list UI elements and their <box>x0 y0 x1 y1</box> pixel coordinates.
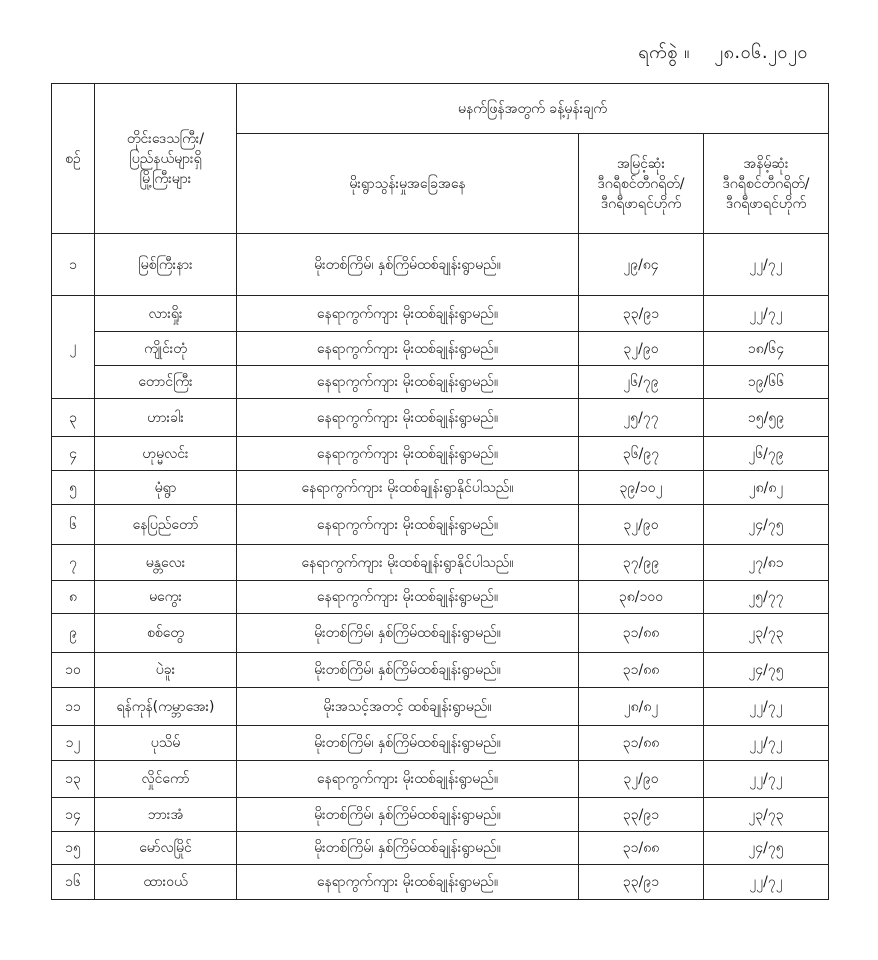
min-temp-cell: ၁၅/၅၉ <box>704 399 829 437</box>
city-cell: ရန်ကုန်(ကမ္ဘာအေး) <box>95 688 237 726</box>
row-number: ၉ <box>52 614 95 653</box>
min-temp-cell: ၂၄/၇၅ <box>704 832 829 865</box>
table-row <box>52 399 829 437</box>
weather-cell: မိုးတစ်ကြိမ်၊ နှစ်ကြိမ်ထစ်ချုန်းရွာမည်။ <box>237 798 579 832</box>
max-temp-cell: ၃၁/၈၈ <box>579 726 704 761</box>
header-max-temp: အမြင့်ဆုံး ဒီဂရီစင်တီဂရိတ်/ ဒီဂရီဖာရင်ဟိုက် <box>579 134 704 234</box>
min-temp-cell: ၂၂/၇၂ <box>704 726 829 761</box>
min-temp-cell: ၂၃/၇၃ <box>704 798 829 832</box>
max-temp-cell: ၂၉/၈၄ <box>579 234 704 296</box>
weather-cell: နေရာကွက်ကျား မိုးထစ်ချုန်းရွာမည်။ <box>237 366 579 399</box>
min-temp-cell: ၂၅/၇၇ <box>704 581 829 614</box>
weather-cell: မိုးတစ်ကြိမ်၊ နှစ်ကြိမ်ထစ်ချုန်းရွာမည်။ <box>237 653 579 688</box>
city-cell: ကျိုင်းတုံ <box>95 332 237 366</box>
city-cell: လှိုင်ကော် <box>95 761 237 798</box>
row-number: ၁၂ <box>52 726 95 761</box>
city-cell: မကွေး <box>95 581 237 614</box>
header-forecast-group: မနက်ဖြန်အတွက် ခန့်မှန်းချက် <box>237 84 829 134</box>
date-label: ရက်စွဲ ။ <box>638 42 690 63</box>
min-temp-cell: ၂၂/၇၂ <box>704 761 829 798</box>
weather-cell: မိုးတစ်ကြိမ်၊ နှစ်ကြိမ်ထစ်ချုန်းရွာမည်။ <box>237 614 579 653</box>
weather-cell: နေရာကွက်ကျား မိုးထစ်ချုန်းရွာမည်။ <box>237 332 579 366</box>
min-temp-cell: ၁၉/၆၆ <box>704 366 829 399</box>
city-cell: ထားဝယ် <box>95 865 237 900</box>
row-number: ၈ <box>52 581 95 614</box>
table-body <box>52 234 829 900</box>
table-row <box>52 296 829 332</box>
max-temp-cell: ၂၅/၇၇ <box>579 399 704 437</box>
max-temp-cell: ၃၃/၉၁ <box>579 865 704 900</box>
max-temp-cell: ၃၇/၉၉ <box>579 545 704 581</box>
weather-cell: နေရာကွက်ကျား မိုးထစ်ချုန်းရွာမည်။ <box>237 761 579 798</box>
row-number: ၁၄ <box>52 798 95 832</box>
min-temp-cell: ၂၂/၇၂ <box>704 296 829 332</box>
table-row <box>52 865 829 900</box>
table-row <box>52 471 829 505</box>
min-temp-cell: ၂၂/၇၂ <box>704 688 829 726</box>
min-temp-cell: ၂၂/၇၂ <box>704 234 829 296</box>
table-row <box>52 332 829 366</box>
row-number: ၂ <box>52 296 95 399</box>
min-temp-cell: ၂၇/၈၁ <box>704 545 829 581</box>
weather-cell: မိုးတစ်ကြိမ်၊ နှစ်ကြိမ်ထစ်ချုန်းရွာမည်။ <box>237 832 579 865</box>
city-cell: ဟားခါး <box>95 399 237 437</box>
table-row <box>52 761 829 798</box>
row-number: ၆ <box>52 505 95 545</box>
min-temp-cell: ၂၆/၇၉ <box>704 437 829 471</box>
city-cell: မြစ်ကြီးနား <box>95 234 237 296</box>
city-cell: ပုသိမ် <box>95 726 237 761</box>
header-city: တိုင်းဒေသကြီး/ ပြည်နယ်များရှိ မြို့ကြီးများ <box>95 84 237 234</box>
city-cell: ပဲခူး <box>95 653 237 688</box>
max-temp-cell: ၃၁/၈၈ <box>579 614 704 653</box>
min-temp-cell: ၂၄/၇၅ <box>704 505 829 545</box>
weather-cell: နေရာကွက်ကျား မိုးထစ်ချုန်းရွာမည်။ <box>237 505 579 545</box>
max-temp-cell: ၃၁/၈၈ <box>579 653 704 688</box>
date-line <box>620 40 808 67</box>
forecast-table <box>51 83 829 900</box>
city-cell: ဟုမ္မလင်း <box>95 437 237 471</box>
table-row <box>52 832 829 865</box>
max-temp-cell: ၂၈/၈၂ <box>579 688 704 726</box>
row-number: ၄ <box>52 437 95 471</box>
max-temp-cell: ၃၂/၉၀ <box>579 761 704 798</box>
row-number: ၁၁ <box>52 688 95 726</box>
row-number: ၇ <box>52 545 95 581</box>
city-cell: စစ်တွေ <box>95 614 237 653</box>
weather-cell: မိုးအသင့်အတင့် ထစ်ချုန်းရွာမည်။ <box>237 688 579 726</box>
weather-cell: မိုးတစ်ကြိမ်၊ နှစ်ကြိမ်ထစ်ချုန်းရွာမည်။ <box>237 726 579 761</box>
weather-cell: နေရာကွက်ကျား မိုးထစ်ချုန်းရွာမည်။ <box>237 296 579 332</box>
table-row <box>52 437 829 471</box>
row-number: ၁၀ <box>52 653 95 688</box>
table-row <box>52 366 829 399</box>
row-number: ၁၆ <box>52 865 95 900</box>
weather-cell: နေရာကွက်ကျား မိုးထစ်ချုန်းရွာမည်။ <box>237 399 579 437</box>
weather-cell: နေရာကွက်ကျား မိုးထစ်ချုန်းရွာနိုင်ပါသည်။ <box>237 471 579 505</box>
max-temp-cell: ၃၁/၈၈ <box>579 832 704 865</box>
city-cell: နေပြည်တော် <box>95 505 237 545</box>
table-row <box>52 234 829 296</box>
table-row <box>52 688 829 726</box>
table-row <box>52 581 829 614</box>
table-row <box>52 798 829 832</box>
table-row <box>52 505 829 545</box>
max-temp-cell: ၃၂/၉၀ <box>579 332 704 366</box>
table-row <box>52 545 829 581</box>
header-weather: မိုးရွာသွန်းမှုအခြေအနေ <box>237 134 579 234</box>
table-row <box>52 653 829 688</box>
max-temp-cell: ၃၈/၁၀၀ <box>579 581 704 614</box>
weather-cell: နေရာကွက်ကျား မိုးထစ်ချုန်းရွာမည်။ <box>237 865 579 900</box>
max-temp-cell: ၃၃/၉၁ <box>579 296 704 332</box>
date-value: ၂၈.၀၆.၂၀၂၀ <box>714 42 808 63</box>
city-cell: တောင်ကြီး <box>95 366 237 399</box>
row-number: ၁၅ <box>52 832 95 865</box>
min-temp-cell: ၂၄/၇၅ <box>704 653 829 688</box>
row-number: ၅ <box>52 471 95 505</box>
row-number: ၁ <box>52 234 95 296</box>
min-temp-cell: ၂၂/၇၂ <box>704 865 829 900</box>
max-temp-cell: ၃၃/၉၁ <box>579 798 704 832</box>
max-temp-cell: ၃၉/၁၀၂ <box>579 471 704 505</box>
header-no: စဉ် <box>52 84 95 234</box>
city-cell: လားရှိုး <box>95 296 237 332</box>
table-row <box>52 726 829 761</box>
min-temp-cell: ၂၈/၈၂ <box>704 471 829 505</box>
city-cell: မန္တလေး <box>95 545 237 581</box>
weather-cell: မိုးတစ်ကြိမ်၊ နှစ်ကြိမ်ထစ်ချုန်းရွာမည်။ <box>237 234 579 296</box>
max-temp-cell: ၃၆/၉၇ <box>579 437 704 471</box>
weather-cell: နေရာကွက်ကျား မိုးထစ်ချုန်းရွာနိုင်ပါသည်။ <box>237 545 579 581</box>
max-temp-cell: ၃၂/၉၀ <box>579 505 704 545</box>
city-cell: ဘားအံ <box>95 798 237 832</box>
weather-cell: နေရာကွက်ကျား မိုးထစ်ချုန်းရွာမည်။ <box>237 581 579 614</box>
min-temp-cell: ၁၈/၆၄ <box>704 332 829 366</box>
min-temp-cell: ၂၃/၇၃ <box>704 614 829 653</box>
row-number: ၃ <box>52 399 95 437</box>
header-min-temp: အနိမ့်ဆုံး ဒီဂရီစင်တီဂရိတ်/ ဒီဂရီဖာရင်ဟိုက် <box>704 134 829 234</box>
city-cell: မုံရွာ <box>95 471 237 505</box>
city-cell: မော်လမြိုင် <box>95 832 237 865</box>
table-row <box>52 614 829 653</box>
row-number: ၁၃ <box>52 761 95 798</box>
max-temp-cell: ၂၆/၇၉ <box>579 366 704 399</box>
weather-cell: နေရာကွက်ကျား မိုးထစ်ချုန်းရွာမည်။ <box>237 437 579 471</box>
